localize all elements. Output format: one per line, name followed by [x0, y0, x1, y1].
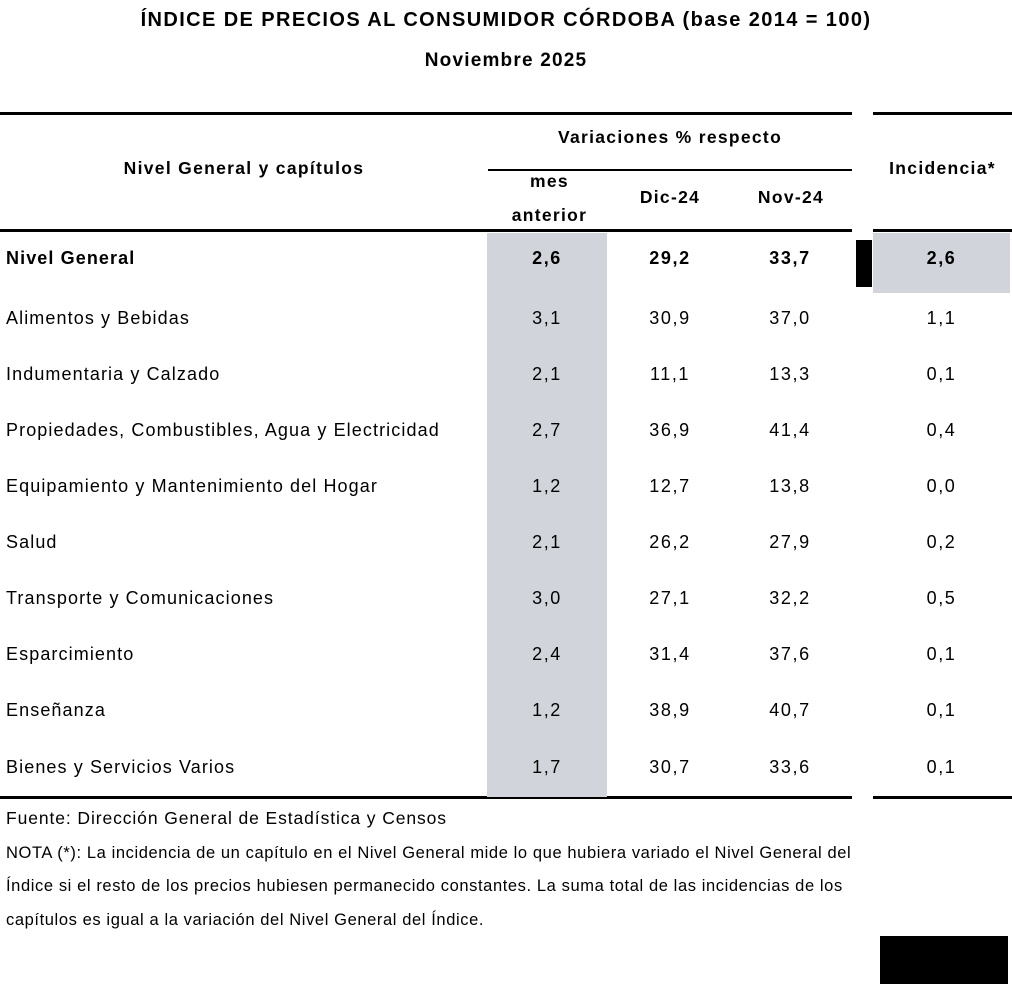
cell-dic-24: 27,1 [649, 588, 691, 608]
cell-nov-24: 13,3 [769, 364, 811, 384]
cell-nov-24: 41,4 [769, 420, 811, 440]
cell-nov-24: 33,7 [769, 248, 811, 268]
cell-dic-24: 36,9 [649, 420, 691, 440]
black-marker [856, 240, 872, 287]
cell-nov-24: 37,0 [769, 308, 811, 328]
cell-incidencia: 0,2 [926, 532, 957, 552]
row-label: Equipamiento y Mantenimiento del Hogar [6, 476, 378, 496]
row-label: Propiedades, Combustibles, Agua y Electricidad [6, 420, 440, 440]
row-label: Esparcimiento [6, 644, 135, 664]
cell-nov-24: 27,9 [769, 532, 811, 552]
cell-incidencia: 0,1 [926, 757, 957, 777]
cell-incidencia: 0,1 [926, 364, 957, 384]
row-label: Nivel General [6, 248, 136, 268]
cell-mes-anterior: 2,1 [532, 532, 562, 552]
note-line-1: NOTA (*): La incidencia de un capítulo en el Nivel General mide lo que hubiera variado el Nivel General del [6, 844, 852, 862]
cell-mes-anterior: 2,7 [532, 420, 562, 440]
cell-nov-24: 13,8 [769, 476, 811, 496]
row-label: Bienes y Servicios Varios [6, 757, 236, 777]
row-label: Transporte y Comunicaciones [6, 588, 275, 608]
cell-mes-anterior: 3,1 [532, 308, 562, 328]
header-dic-24: Dic-24 [639, 187, 701, 207]
cell-dic-24: 38,9 [649, 700, 691, 720]
cell-dic-24: 31,4 [649, 644, 691, 664]
row-label: Indumentaria y Calzado [6, 364, 221, 384]
header-bottom-rule-left [0, 229, 852, 232]
cell-incidencia: 0,5 [926, 588, 957, 608]
header-mes-line2: anterior [511, 205, 588, 225]
row-label: Salud [6, 532, 58, 552]
cell-dic-24: 30,7 [649, 757, 691, 777]
cell-dic-24: 11,1 [649, 364, 691, 384]
cell-incidencia: 0,1 [926, 644, 957, 664]
cell-nov-24: 33,6 [769, 757, 811, 777]
header-label-col: Nivel General y capítulos [123, 158, 365, 178]
cell-mes-anterior: 1,2 [532, 700, 562, 720]
cell-dic-24: 12,7 [649, 476, 691, 496]
row-label: Enseñanza [6, 700, 106, 720]
cell-incidencia: 2,6 [926, 248, 957, 268]
cell-incidencia: 0,0 [926, 476, 957, 496]
cell-mes-anterior: 1,7 [532, 757, 562, 777]
cell-nov-24: 32,2 [769, 588, 811, 608]
page-title: ÍNDICE DE PRECIOS AL CONSUMIDOR CÓRDOBA (base 2014 = 100) [140, 9, 872, 31]
header-nov-24: Nov-24 [757, 187, 825, 207]
top-rule-right [873, 112, 1012, 115]
cell-incidencia: 0,4 [926, 420, 957, 440]
cell-mes-anterior: 1,2 [532, 476, 562, 496]
redacted-block [880, 936, 1008, 984]
header-group-variaciones: Variaciones % respecto [557, 127, 783, 147]
cell-incidencia: 1,1 [926, 308, 957, 328]
note-line-3: capítulos es igual a la variación del Nivel General del Índice. [6, 911, 485, 929]
header-incidencia: Incidencia* [889, 158, 996, 178]
note-line-2: Índice si el resto de los precios hubiesen permanecido constantes. La suma total de las incidencias de los [6, 877, 843, 895]
header-bottom-rule-right [873, 229, 1012, 232]
cell-dic-24: 26,2 [649, 532, 691, 552]
cell-mes-anterior: 2,4 [532, 644, 562, 664]
cell-nov-24: 37,6 [769, 644, 811, 664]
cell-mes-anterior: 2,1 [532, 364, 562, 384]
table-bottom-rule-left [0, 796, 852, 799]
cell-mes-anterior: 2,6 [532, 248, 562, 268]
cell-incidencia: 0,1 [926, 700, 957, 720]
cell-dic-24: 30,9 [649, 308, 691, 328]
cell-mes-anterior: 3,0 [532, 588, 562, 608]
cell-dic-24: 29,2 [649, 248, 691, 268]
source-note: Fuente: Dirección General de Estadística y Censos [6, 808, 447, 828]
table-bottom-rule-right [873, 796, 1012, 799]
header-mes-line1: mes [530, 171, 569, 191]
page-subtitle: Noviembre 2025 [424, 50, 588, 71]
row-label: Alimentos y Bebidas [6, 308, 190, 328]
cell-nov-24: 40,7 [769, 700, 811, 720]
top-rule-left [0, 112, 852, 115]
